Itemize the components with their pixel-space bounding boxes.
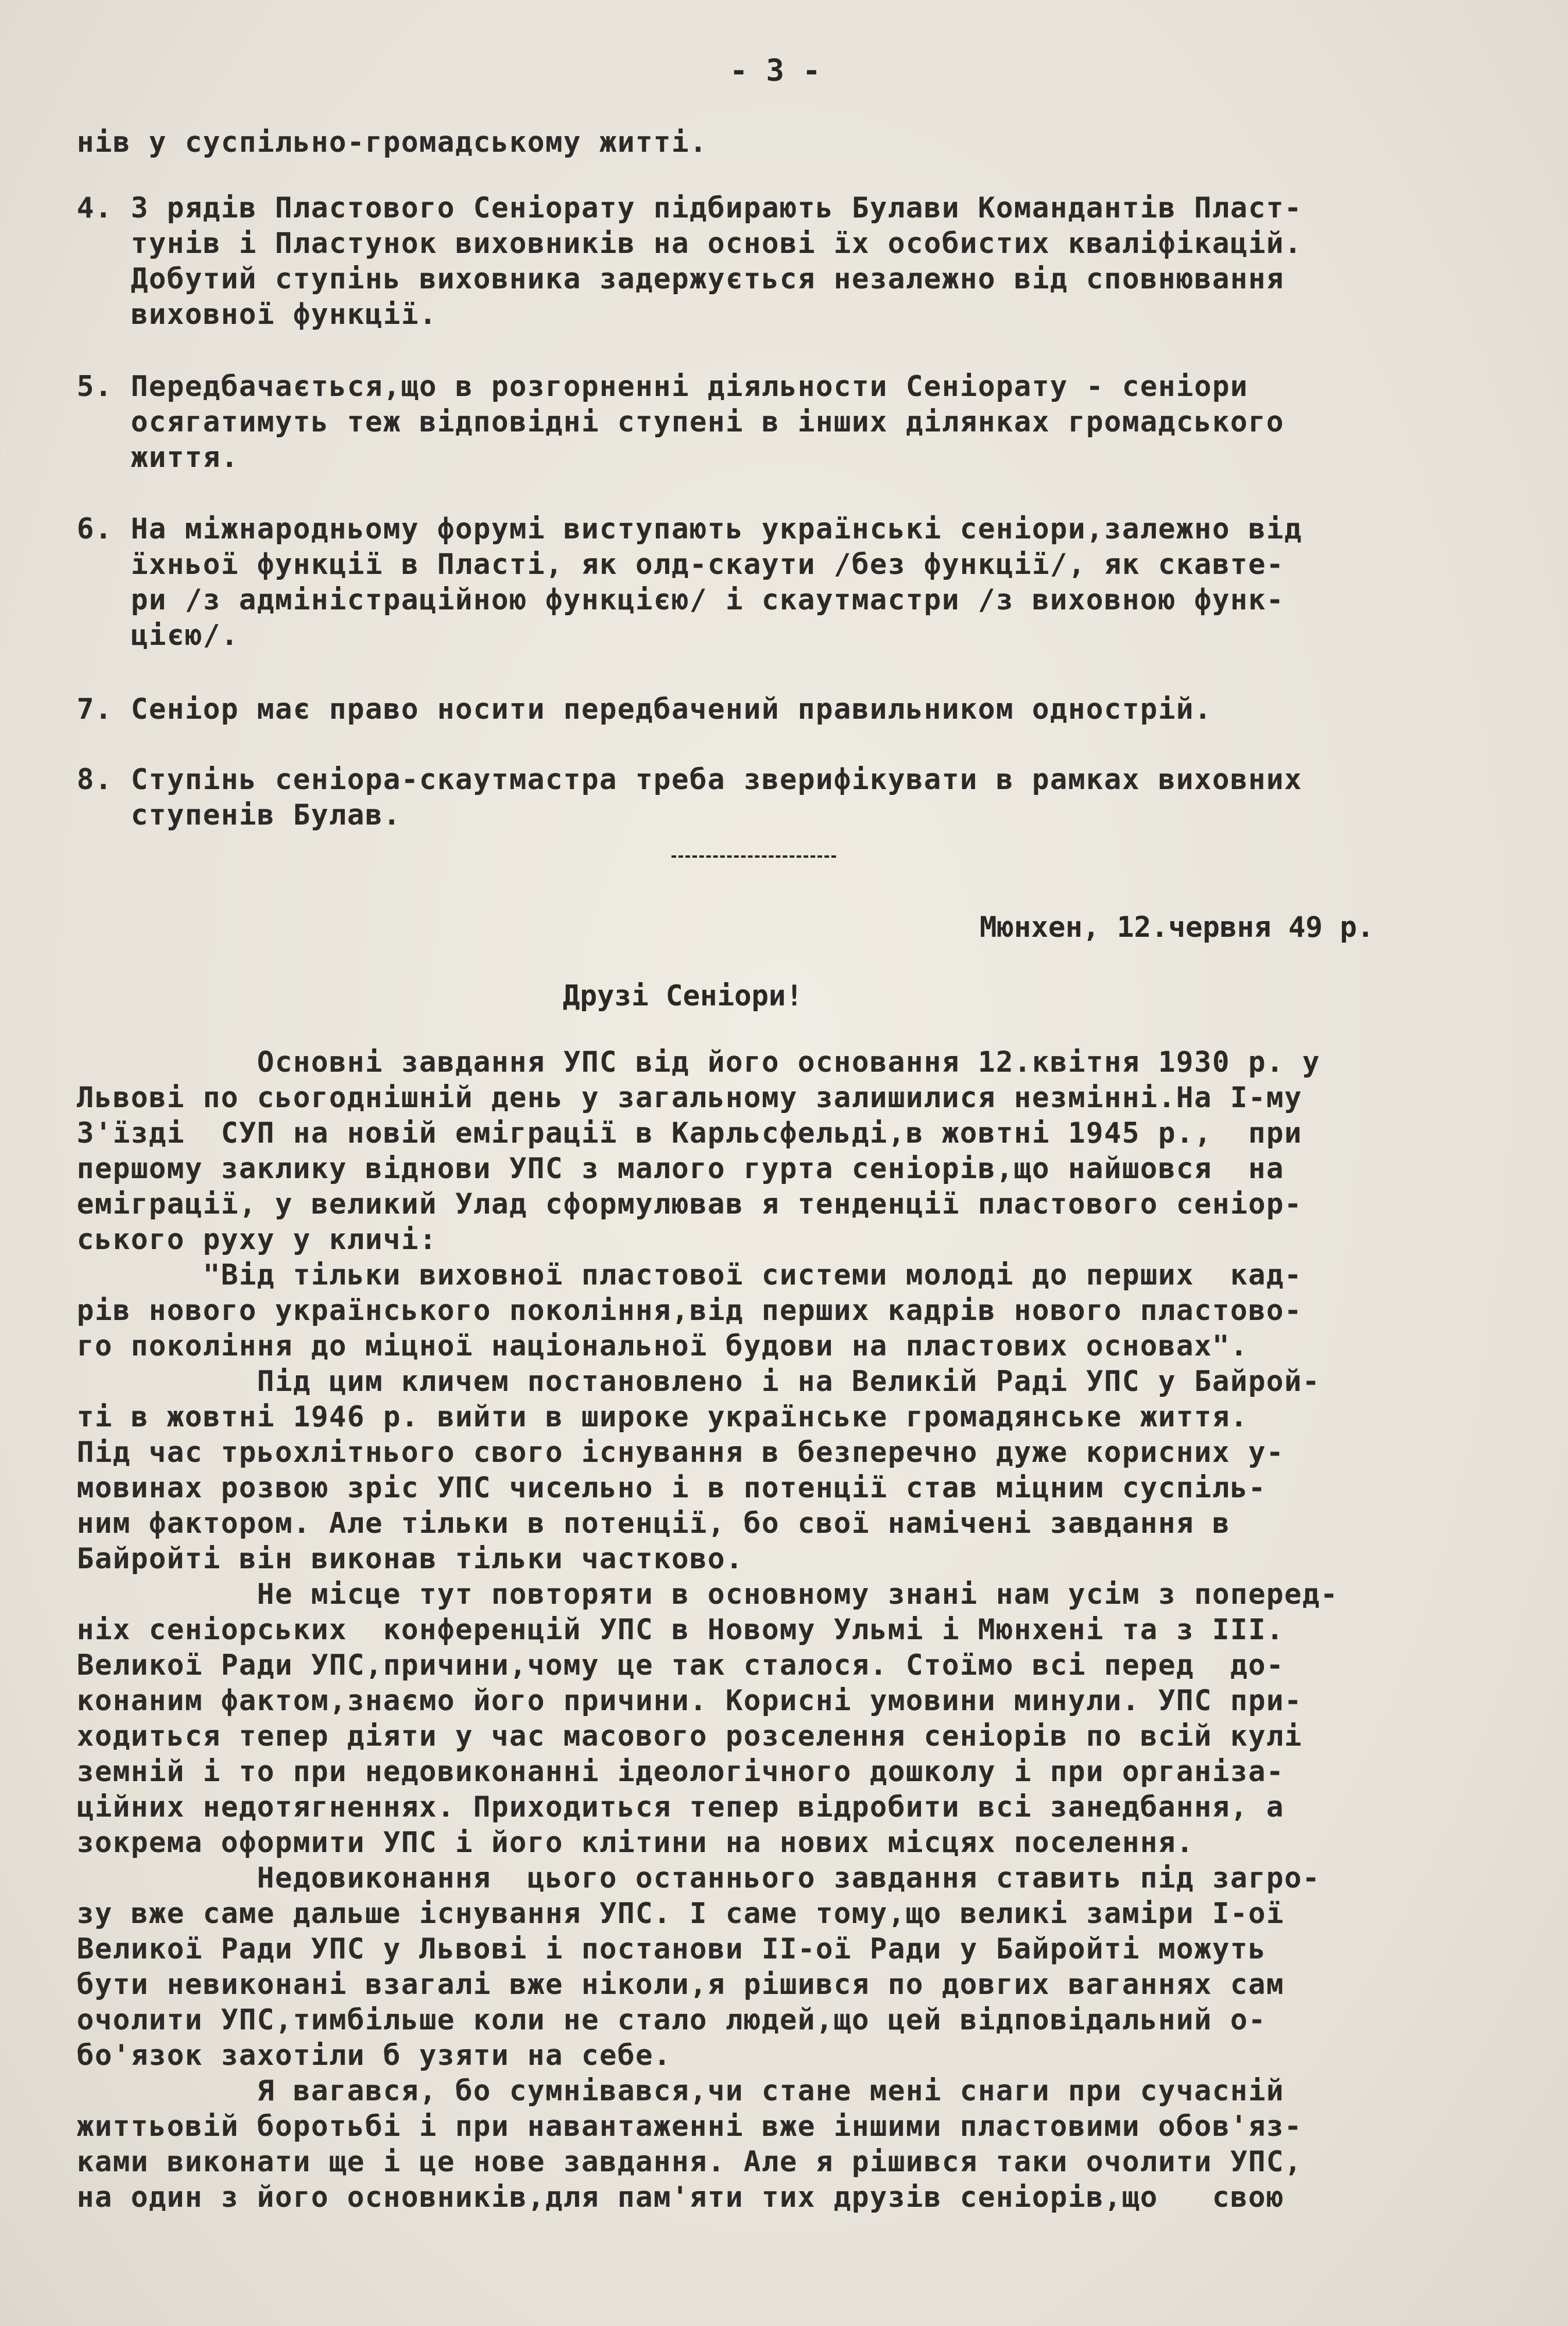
list-line: життя. [77,441,240,474]
letter-line: Великої Ради УПС у Львові і постанови ІІ-ої Ради у Байройті можуть [77,1932,1267,1965]
salutation: Друзі Сеніори! [563,979,803,1012]
letter-line: бути невиконані взагалі вже ніколи,я рішився по довгих ваганнях сам [77,1968,1285,2001]
letter-line: очолити УПС,тимбільше коли не стало людей,що цей відповідальний о- [77,2003,1267,2036]
letter-line: "Від тільки виховної пластової системи молоді до перших кад- [77,1258,1303,1292]
letter-line: З'їзді СУП на новій еміграції в Карльсфельді,в жовтні 1945 р., при [77,1116,1303,1150]
list-line: осягатимуть теж відповідні ступені в інших ділянках громадського [77,405,1285,438]
letter-line: ніх сеніорських конференцій УПС в Новому Ульмі і Мюнхені та з ІІІ. [77,1613,1285,1646]
letter-line: ками виконати ще і це нове завдання. Але я рішився таки очолити УПС, [77,2145,1303,2178]
list-line: ступенів Булав. [77,798,402,832]
letter-line: зокрема оформити УПС і його клітини на нових місцях поселення. [77,1826,1195,1859]
letter-line: ційних недотягненнях. Приходиться тепер відробити всі занедбання, а [77,1790,1285,1824]
letter-line: конаним фактом,знаємо його причини. Корисні умовини минули. УПС при- [77,1684,1303,1717]
letter-line: Великої Ради УПС,причини,чому це так сталося. Стоїмо всі перед до- [77,1649,1285,1682]
letter-line: Я вагався, бо сумнівався,чи стане мені снаги при сучасній [77,2074,1285,2107]
letter-line: зу вже саме дальше існування УПС. І саме тому,що великі заміри І-ої [77,1897,1285,1930]
letter-line: еміграції, у великий Улад сформулював я тенденції пластового сеніор- [77,1187,1303,1221]
list-line: Добутий ступінь виховника задержується незалежно від сповнювання [77,262,1285,295]
list-item-5: 5. Передбачається,що в розгорненні діяльности Сеніорату - сеніори [77,370,1249,403]
letter-line: першому заклику віднови УПС з малого гурта сеніорів,що найшовся на [77,1152,1285,1185]
letter-line: життьовій боротьбі і при навантаженні вже іншими пластовими обов'яз- [77,2110,1303,2143]
list-line: тунів і Пластунок виховників на основі їх особистих кваліфікацій. [77,227,1303,260]
letter-line: на один з його основників,для пам'яти тих друзів сеніорів,що свою [77,2181,1285,2214]
letter-line: Під час трьохлітнього свого існування в безперечно дуже корисних у- [77,1436,1285,1469]
letter-line: земній і то при недовиконанні ідеологічного дошколу і при організа- [77,1755,1285,1788]
list-line: виховної функції. [77,298,438,331]
letter-line: ходиться тепер діяти у час масового розселення сеніорів по всій кулі [77,1719,1303,1753]
list-line: нів у суспільно-громадському житті. [77,126,708,159]
letter-line: Під цим кличем постановлено і на Великій Раді УПС у Байрой- [77,1365,1321,1398]
letter-line: го покоління до міцної національної будови на пластових основах". [77,1329,1249,1362]
list-item-8: 8. Ступінь сеніора-скаутмастра треба зверифікувати в рамках виховних [77,763,1303,796]
letter-line: ського руху у кличі: [77,1223,438,1256]
letter-line: Не місце тут повторяти в основному знані нам усім з поперед- [77,1578,1339,1611]
letter-line: Львові по сьогоднішній день у загальному залишилися незмінні.На І-му [77,1081,1303,1114]
separator-line [672,855,836,858]
list-line: ри /з адміністраційною функцією/ і скаутмастри /з виховною функ- [77,583,1285,616]
list-item-4: 4. З рядів Пластового Сеніорату підбирають Булави Командантів Пласт- [77,191,1303,224]
page-number: - 3 - [730,53,821,88]
letter-line: бо'язок захотіли б узяти на себе. [77,2039,672,2072]
list-item-6: 6. На міжнародньому форумі виступають українські сеніори,залежно від [77,512,1303,545]
letter-line: рів нового українського покоління,від перших кадрів нового пластово- [77,1294,1303,1327]
list-item-7: 7. Сеніор має право носити передбачений правильником однострій. [77,693,1213,726]
letter-line: Основні завдання УПС від його основання 12.квітня 1930 р. у [77,1046,1321,1079]
list-line: їхньої функції в Пласті, як олд-скаути /без функції/, як скавте- [77,548,1285,581]
letter-line: Байройті він виконав тільки частково. [77,1542,744,1575]
letter-line: Недовиконання цього останнього завдання ставить під загро- [77,1861,1321,1895]
list-line: цією/. [77,619,240,652]
place-date: Мюнхен, 12.червня 49 р. [980,911,1374,944]
letter-line: ним фактором. Але тільки в потенції, бо свої намічені завдання в [77,1507,1231,1540]
letter-line: ті в жовтні 1946 р. вийти в широке українське громадянське життя. [77,1400,1249,1433]
letter-line: мовинах розвою зріс УПС чисельно і в потенції став міцним суспіль- [77,1471,1267,1504]
